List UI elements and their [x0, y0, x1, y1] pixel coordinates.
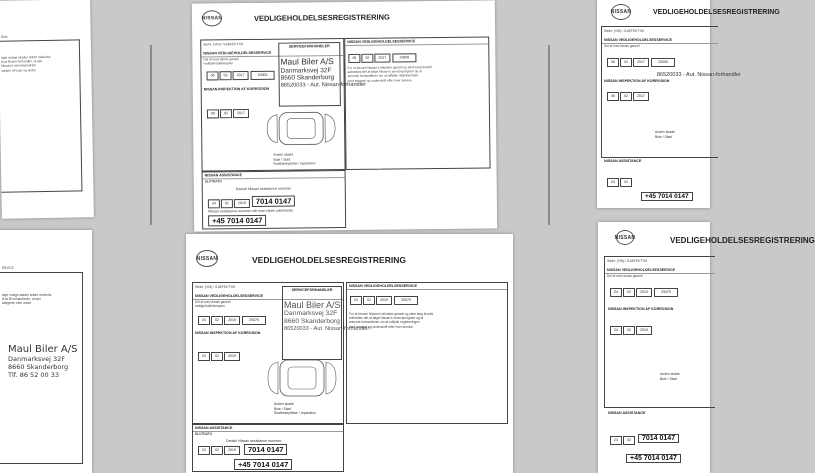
- assist-number-label: Danish Nissan assistance nummer: [235, 186, 292, 192]
- r4-inspection: NISSAN INSPEKTION AF KORROSION: [608, 307, 674, 311]
- r3-insp-day: 06: [607, 92, 619, 101]
- r3-assistance: NISSAN ASSISTANCE: [604, 159, 642, 163]
- r4-phone-abroad: +45 7014 0147: [626, 454, 681, 463]
- r3-insp-year: 2017: [633, 92, 649, 101]
- assist-phone-abroad: +45 7014 0147: [208, 215, 266, 227]
- right-km: 23000: [392, 53, 416, 62]
- right-year: 2017: [374, 54, 390, 63]
- nissan-logo-icon: NISSAN: [202, 10, 222, 26]
- date-day: 06: [207, 71, 219, 80]
- date-day-2: 24: [198, 316, 210, 325]
- service-right-section-2: NISSAN VEDLIGEHOLDELSESSERVICE For at bevare Nissan's tekniske garanti og sikre lang levetid anbefales det at følge Nissan's serviceprogram og at anmode forhandleren om at udfylde registreringen med stempel og underskrift efter hver service.: [346, 282, 508, 424]
- km-value: 23000: [251, 71, 275, 80]
- r3-year: 2017: [633, 58, 649, 67]
- form-title-4: VEDLIGEHOLDELSESREGISTRERING: [670, 236, 815, 245]
- left-top-section: lade mulige skader anført nedenfor. til at få den forhandler, at ejer Nissan's serviceprogram sælger af vogn og andre: [0, 39, 82, 192]
- date-month: 02: [220, 71, 232, 80]
- date-month-2: 02: [211, 316, 223, 325]
- insp-day: 06: [207, 109, 219, 118]
- right-day: 06: [348, 54, 360, 63]
- dealer-stamp-box: SERVICEFORHANDLER: [278, 42, 341, 107]
- insp-year-2: 2019: [224, 352, 240, 361]
- r3-month: 02: [620, 58, 632, 67]
- r4-legend: Anden skade Bule / Stød: [660, 372, 680, 381]
- assistance-section-2: NISSAN ASSISTANCE SLUTDATO: [192, 424, 344, 472]
- r3-km: 23000: [651, 58, 675, 67]
- assist-number-label-2: Danish Nissan assistance nummer: [226, 439, 282, 443]
- nissan-logo-icon-2: NISSAN: [196, 250, 218, 267]
- assist-phone-abroad-2: +45 7014 0147: [234, 459, 292, 470]
- r4-month: 02: [623, 288, 635, 297]
- r3-slut-month: 02: [620, 178, 632, 187]
- r3-day: 06: [607, 58, 619, 67]
- r3-inspection: NISSAN INSPEKTION AF KORROSION: [604, 79, 670, 83]
- left-bottom-section: tage mulige skader anført nedenfor. til at få forhandleren, at ejer sælgeren eller andre: [0, 272, 83, 464]
- nissan-logo-icon-4: NISSAN: [616, 230, 634, 245]
- r4-insp-day: 24: [610, 326, 622, 335]
- page-right-top: [597, 0, 780, 208]
- scan-divider-left: [150, 45, 152, 225]
- dealer-stamp-text: Maul Biler A/S Danmarksvej 32F 8660 Skanderborg 86520033 - Aut. Nissan-forhandler: [280, 56, 366, 89]
- car-diagram-icon: [265, 106, 337, 151]
- r3-phone: +45 7014 0147: [641, 192, 693, 201]
- r3-dealer-partial: 86520033 - Aut. Nissan-forhandler: [657, 72, 741, 78]
- r4-insp-month: 02: [623, 326, 635, 335]
- page-center-bottom: [186, 234, 513, 473]
- page-left-bottom: ERVICE tage mulige skader anført nedenfor. til at få forhandleren, at ejer sælgeren eller andre Maul Biler A/S Danmarksvej 32F 8660 Skanderborg Tlf. 86 52 00 33: [0, 230, 92, 473]
- right-month-2: 02: [363, 296, 375, 305]
- km-value-2: 29379: [242, 316, 266, 325]
- insp-day-2: 24: [198, 352, 210, 361]
- assist-phone-dk-2: 7014 0147: [244, 444, 287, 455]
- damage-legend-2: Anden skade Bule / Stød Rustbeskyttelse / reparation: [274, 402, 317, 416]
- assist-abroad-label: Nissan assistance nummer når man rejser udenlands: [207, 208, 293, 214]
- date-year: 2017: [233, 71, 249, 80]
- nissan-logo-icon-3: NISSAN: [611, 4, 631, 20]
- r4-slut-month: 02: [623, 436, 635, 445]
- page-left-top: Dato lade mulige skader anført nedenfor. til at få den forhandler, at ejer Nissan's serviceprogram sælger af vogn og andre: [0, 0, 94, 219]
- r4-slut-day: 24: [610, 436, 622, 445]
- r3-slut-day: 24: [607, 178, 619, 187]
- slut-year-2: 2019: [224, 446, 240, 455]
- form-title: VEDLIGEHOLDELSESREGISTRERING: [253, 12, 390, 23]
- service-section-2: Stelnr. (VIN) / SJÆFEKTYM NISSAN VEDLIGEHOLDELSESSERVICE Del af med dansk garanti vedligeholdelsesplan: [192, 282, 344, 424]
- slut-month: 02: [221, 199, 233, 208]
- r4-day: 24: [610, 288, 622, 297]
- car-diagram-icon-2: [266, 354, 338, 402]
- date-year-2: 2019: [224, 316, 240, 325]
- right-month: 02: [361, 54, 373, 63]
- slut-year: 2019: [234, 199, 250, 208]
- dealer-stamp-text-2: Maul Biler A/S Danmarksvej 32F 8660 Skanderborg 86520033 - Aut. Nissan-forhandler: [284, 300, 370, 332]
- r4-km: 29379: [654, 288, 678, 297]
- form-title-3: VEDLIGEHOLDELSESREGISTRERING: [653, 9, 780, 16]
- page-right-bottom: [598, 222, 815, 473]
- inspection-title-2: NISSAN INSPEKTION AF KORROSION: [195, 331, 261, 335]
- right-year-2: 2019: [376, 296, 392, 305]
- right-top-section: Stelnr. (VIN) / SJÆFEKTYM NISSAN VEDLIGEHOLDELSESSERVICE Del af med dansk garanti: [601, 26, 718, 158]
- assist-phone-dk: 7014 0147: [252, 196, 296, 207]
- slut-day: 24: [208, 199, 220, 208]
- r3-legend: Anden skade Bule / Stød: [655, 130, 675, 139]
- right-km-2: 29379: [394, 296, 418, 305]
- right-bottom-section: Stelnr. (VIN) / SJÆFEKTYM NISSAN VEDLIGEHOLDELSESSERVICE Del af med dansk garanti: [604, 256, 715, 408]
- form-title-2: VEDLIGEHOLDELSESREGISTRERING: [252, 255, 406, 265]
- r4-year: 2019: [636, 288, 652, 297]
- slut-day-2: 24: [198, 446, 210, 455]
- r4-phone-dk: 7014 0147: [638, 434, 679, 443]
- insp-month-2: 02: [211, 352, 223, 361]
- page-center-top: [192, 0, 497, 231]
- r4-insp-year: 2019: [636, 326, 652, 335]
- r4-assistance: NISSAN ASSISTANCE: [608, 411, 646, 415]
- slut-month-2: 02: [211, 446, 223, 455]
- service-section: Stelnr. (VIN) / SJÆFEKTYM NISSAN VEDLIGEHOLDELSESSERVICE Del af med dansk garanti vedligeholdelsesplan: [200, 38, 345, 172]
- insp-year: 2017: [233, 109, 249, 118]
- inspection-title: NISSAN INSPEKTION AF KORROSION: [203, 86, 270, 92]
- right-day-2: 24: [350, 296, 362, 305]
- assistance-section: NISSAN ASSISTANCE SLUTDATO: [202, 170, 347, 230]
- damage-legend: Anden skade Bule / Stød Rustbeskyttelse / reparation: [273, 152, 316, 166]
- dealer-stamp-box-2: SERVICEFORHANDLER: [282, 286, 342, 360]
- insp-month: 02: [220, 109, 232, 118]
- service-right-section: NISSAN VEDLIGEHOLDELSESSERVICE For at bevare Nissan's tekniske garanti og sikre lang levetid anbefales det at følge Nissan's serviceprogram og at anmode forhandleren om at udfylde registreringen med stempel og underskrift efter hver service.: [344, 36, 490, 170]
- dealer-stamp-left: Maul Biler A/S Danmarksvej 32F 8660 Skanderborg Tlf. 86 52 00 33: [8, 344, 78, 379]
- r3-insp-month: 02: [620, 92, 632, 101]
- scan-divider-right: [548, 45, 550, 225]
